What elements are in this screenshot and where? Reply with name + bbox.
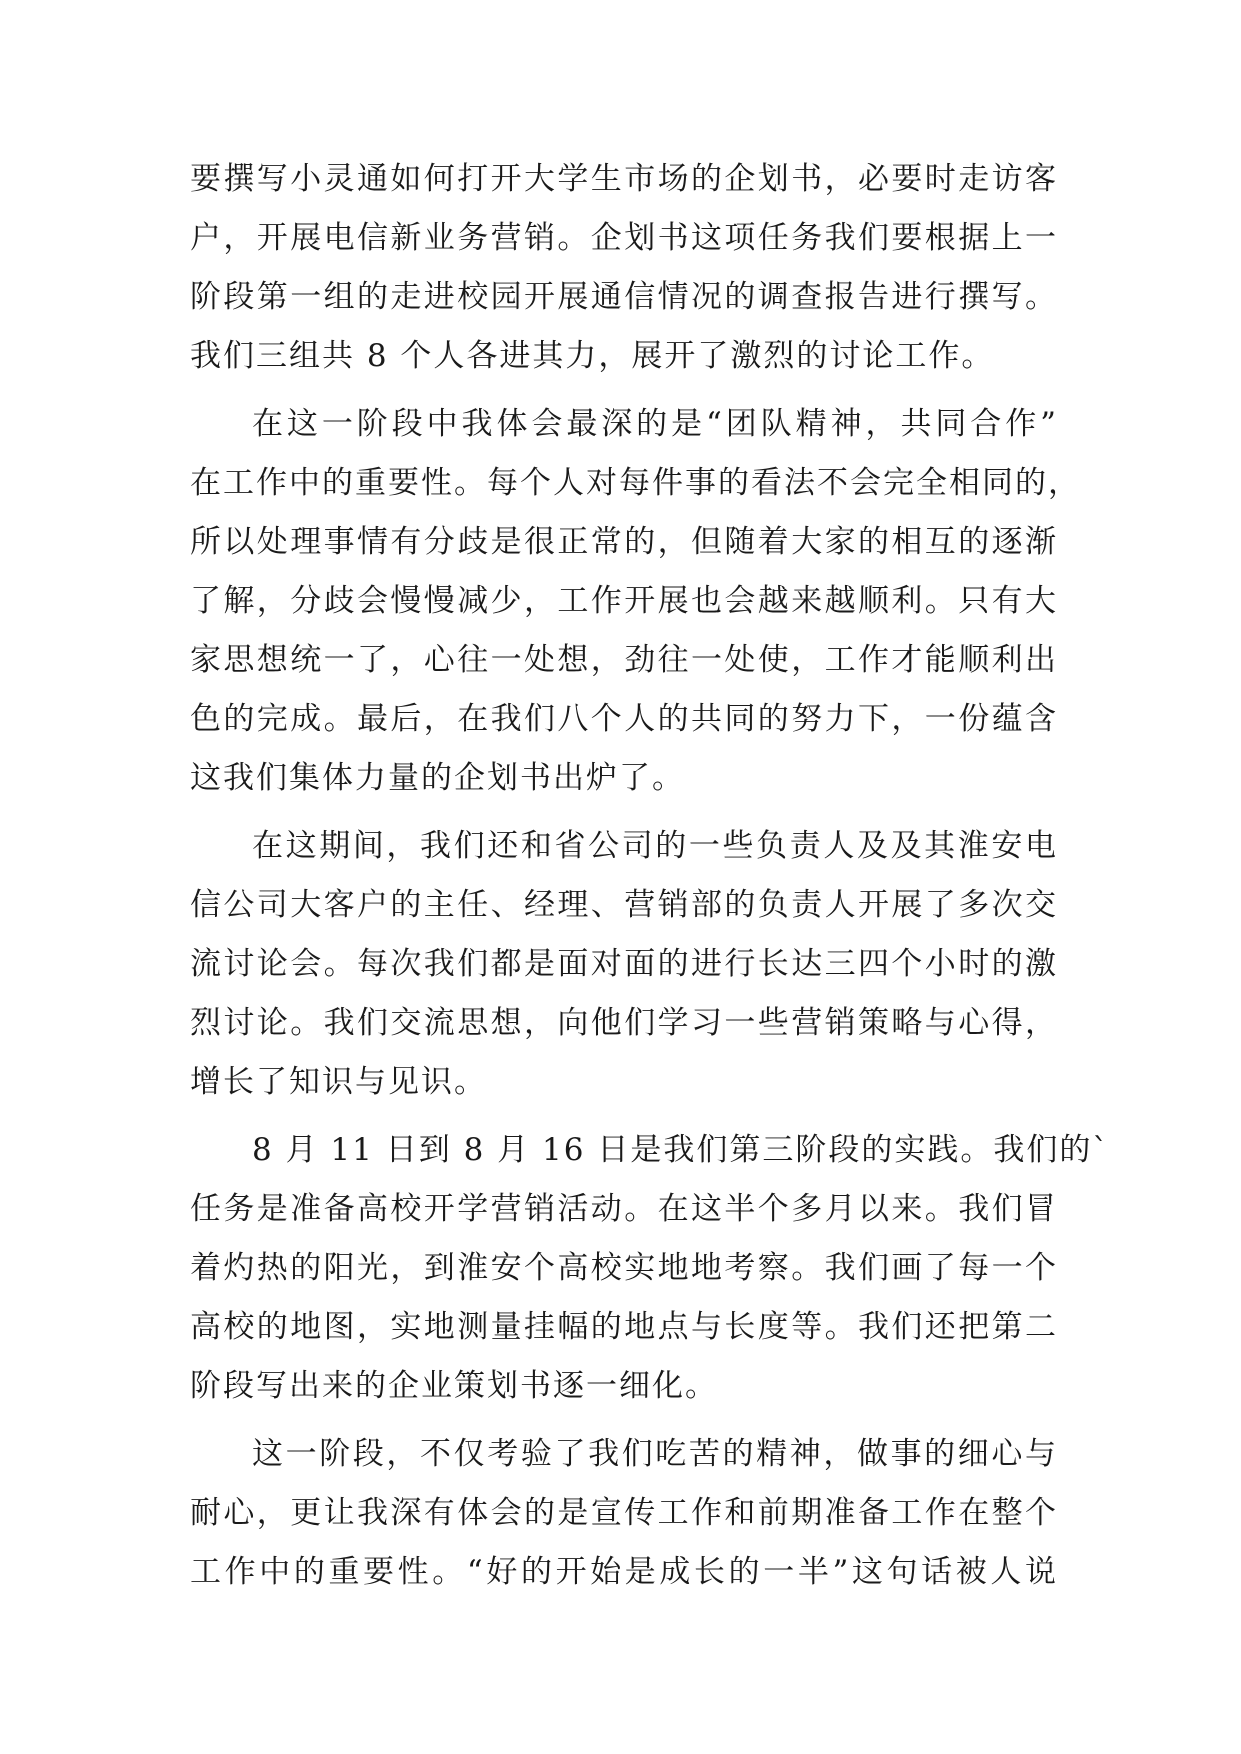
- paragraph: [190, 150, 1058, 386]
- text-line: 我们三组共 8 个人各进其力，展开了激烈的讨论工作。: [190, 338, 995, 374]
- paragraph: [190, 1425, 1058, 1602]
- text-line: 阶段第一组的走进校园开展通信情况的调查报告进行撰写。: [190, 279, 1058, 315]
- text-line: 烈讨论。我们交流思想，向他们学习一些营销策略与心得，: [190, 1005, 1058, 1041]
- text-line: 工作中的重要性。“好的开始是成长的一半”这句话被人说: [190, 1554, 1058, 1590]
- text-line: 户，开展电信新业务营销。企划书这项任务我们要根据上一: [190, 220, 1058, 256]
- text-line: 阶段写出来的企业策划书逐一细化。: [190, 1368, 718, 1404]
- text-line: 在工作中的重要性。每个人对每件事的看法不会完全相同的，: [190, 465, 1081, 501]
- document-body: [190, 150, 1110, 1602]
- text-line: 任务是准备高校开学营销活动。在这半个多月以来。我们冒: [190, 1191, 1058, 1227]
- text-line: 这一阶段，不仅考验了我们吃苦的精神，做事的细心与: [252, 1436, 1058, 1472]
- text-line: 增长了知识与见识。: [190, 1064, 487, 1100]
- text-line: 8 月 11 日到 8 月 16 日是我们第三阶段的实践。我们的`: [252, 1132, 1110, 1168]
- text-line: 了解，分歧会慢慢减少，工作开展也会越来越顺利。只有大: [190, 583, 1058, 619]
- text-line: 流讨论会。每次我们都是面对面的进行长达三四个小时的激: [190, 946, 1058, 982]
- text-line: 着灼热的阳光，到淮安个高校实地地考察。我们画了每一个: [190, 1250, 1058, 1286]
- text-line: 所以处理事情有分歧是很正常的，但随着大家的相互的逐渐: [190, 524, 1058, 560]
- text-line: 耐心，更让我深有体会的是宣传工作和前期准备工作在整个: [190, 1495, 1058, 1531]
- text-line: 家思想统一了，心往一处想，劲往一处使，工作才能顺利出: [190, 642, 1058, 678]
- text-line: 高校的地图，实地测量挂幅的地点与长度等。我们还把第二: [190, 1309, 1058, 1345]
- text-line: 色的完成。最后，在我们八个人的共同的努力下，一份蕴含: [190, 701, 1058, 737]
- text-line: 要撰写小灵通如何打开大学生市场的企划书，必要时走访客: [190, 161, 1058, 197]
- text-line: 在这期间，我们还和省公司的一些负责人及及其淮安电: [252, 828, 1058, 864]
- paragraph: [190, 817, 1058, 1112]
- paragraph: [190, 395, 1081, 808]
- text-line: 这我们集体力量的企划书出炉了。: [190, 760, 685, 796]
- text-line: 在这一阶段中我体会最深的是“团队精神，共同合作”: [252, 406, 1058, 442]
- text-line: 信公司大客户的主任、经理、营销部的负责人开展了多次交: [190, 887, 1058, 923]
- paragraph: [190, 1121, 1110, 1416]
